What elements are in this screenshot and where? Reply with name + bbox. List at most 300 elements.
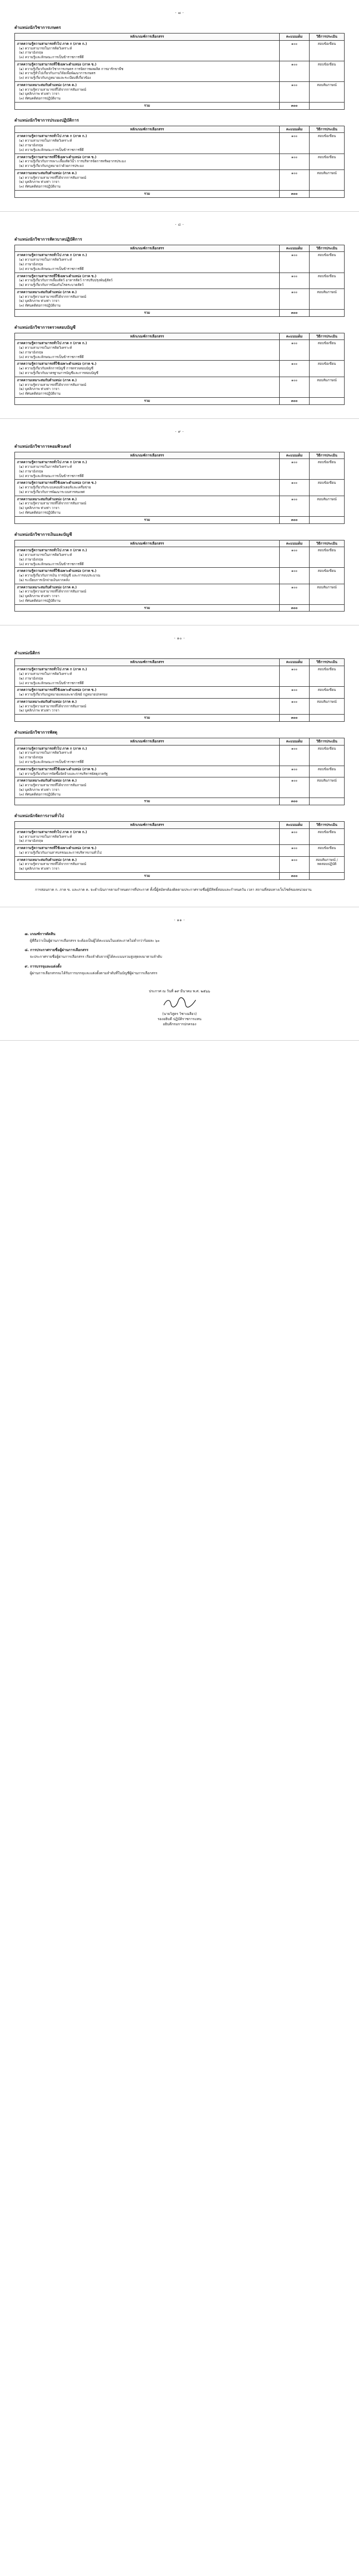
method-cell: สอบข้อเขียน [310,845,345,857]
table-row [15,170,345,190]
criteria-item: (๑) ความสามารถในการคิดวิเคราะห์ [19,751,72,755]
method-cell: สอบข้อเขียน [310,666,345,687]
table-row [15,584,345,604]
method-cell: สอบข้อเขียน [310,745,345,766]
method-cell: สอบสัมภาษณ์ [310,170,345,190]
score-cell: ๑๐๐ [280,687,310,699]
criteria-item: (๒) ภาษาอังกฤษ [19,839,43,843]
table-row [15,845,345,857]
score-cell: ๑๐๐ [280,40,310,61]
score-cell: ๑๐๐ [280,252,310,273]
method-cell: สอบข้อเขียน [310,828,345,844]
criteria-part-title: ภาคความเหมาะสมกับตำแหน่ง (ภาค ค.) [17,857,77,862]
total-row [15,715,345,722]
criteria-table [14,452,345,524]
criteria-item: (๒) บุคลิกภาพ ท่วงท่า วาจา [19,299,59,303]
score-cell: ๑๐๐ [280,361,310,377]
table-row [15,687,345,699]
column-header: วิธีการประเมิน [310,738,345,745]
criteria-cell [15,828,280,844]
criteria-part-title: ภาคความรู้ความสามารถทั่วไป ภาค ก (ภาค ก.) [17,548,87,553]
table-header-row [15,245,345,252]
column-header: วิธีการประเมิน [310,452,345,459]
clause-heading: ๙. การบรรจุและแต่งตั้ง [25,964,62,969]
criteria-item: (๓) ทัศนคติต่อการปฏิบัติงาน [19,303,61,308]
criteria-item: (๓) ความรู้และลักษณะการเป็นข้าราชการที่ดี [19,759,84,764]
criteria-item: (๒) ภาษาอังกฤษ [19,755,43,760]
criteria-cell [15,252,280,273]
criteria-part-title: ภาคความเหมาะสมกับตำแหน่ง (ภาค ค.) [17,82,77,87]
criteria-part-title: ภาคความรู้ความสามารถทั่วไป ภาค ก (ภาค ก.) [17,341,87,346]
page-4 [0,625,359,907]
criteria-item: (๑) ความรู้ความสามารถที่ได้จากการสัมภาษณ์ [19,589,87,594]
score-cell: ๑๐๐ [280,289,310,309]
criteria-item: (๒) บุคลิกภาพ ท่วงท่า วาจา [19,506,59,511]
score-cell: ๑๐๐ [280,856,310,872]
table-header-row [15,822,345,829]
criteria-item: (๑) ความสามารถในการคิดวิเคราะห์ [19,672,72,676]
column-header: วิธีการประเมิน [310,822,345,829]
criteria-item: (๑) ความรู้ความสามารถที่ได้จากการสัมภาษณ์ [19,704,87,708]
criteria-item: (๒) ความรู้เกี่ยวกับการพัฒนาระบบสารสนเทศ [19,489,85,494]
criteria-item: (๒) ความรู้เกี่ยวกับการป้องกันโรคระบาดสัตว์ [19,283,84,287]
criteria-item: (๒) ภาษาอังกฤษ [19,143,43,148]
table-row [15,40,345,61]
column-header: หลักเกณฑ์การเลือกสรร [15,452,280,459]
column-header: วิธีการประเมิน [310,540,345,547]
criteria-part-title: ภาคความเหมาะสมกับตำแหน่ง (ภาค ค.) [17,585,77,589]
position-title: ตำแหน่งนักวิชาการพัสดุ [14,730,58,735]
method-cell: สอบสัมภาษณ์ [310,81,345,102]
criteria-cell [15,289,280,309]
criteria-item: (๓) ความรู้และลักษณะการเป็นข้าราชการที่ดี [19,473,84,478]
table-row [15,666,345,687]
criteria-item: (๑) ความสามารถในการคิดวิเคราะห์ [19,46,72,50]
criteria-table [14,738,345,805]
criteria-item: (๒) ภาษาอังกฤษ [19,676,43,681]
criteria-cell [15,273,280,289]
method-cell: สอบข้อเขียน [310,459,345,480]
total-label: รวม [15,190,280,197]
page-1 [0,0,359,212]
criteria-item: (๓) ความรู้และลักษณะการเป็นข้าราชการที่ดี [19,147,84,152]
total-label: รวม [15,604,280,612]
total-empty [310,397,345,404]
method-cell: สอบข้อเขียน [310,252,345,273]
total-empty [310,309,345,316]
criteria-item: (๒) ความรู้เกี่ยวกับมาตรฐานการบัญชีและการสอบบัญชี [19,370,98,375]
column-header: คะแนนเต็ม [280,659,310,666]
criteria-item: (๑) ความรู้เกี่ยวกับการเงิน การบัญชี และการงบประมาณ [19,573,100,578]
criteria-cell [15,777,280,798]
total-score: ๓๐๐ [280,516,310,523]
method-cell: สอบสัมภาษณ์ / ทดสอบปฏิบัติ [310,856,345,872]
score-cell: ๑๐๐ [280,745,310,766]
column-header: หลักเกณฑ์การเลือกสรร [15,126,280,133]
method-cell: สอบข้อเขียน [310,480,345,496]
score-cell: ๑๐๐ [280,61,310,81]
position-title: ตำแหน่งนิติกร [14,651,40,656]
criteria-cell [15,745,280,766]
total-label: รวม [15,397,280,404]
criteria-cell [15,61,280,81]
clause-text: ผู้ที่ถือว่าเป็นผู้ผ่านการเลือกสรร จะต้องเป็นผู้ได้คะแนนในแต่ละภาคไม่ต่ำกว่าร้อยละ ๖๐ [30,938,160,943]
total-label: รวม [15,715,280,722]
column-header: คะแนนเต็ม [280,540,310,547]
table-header-row [15,540,345,547]
method-cell: สอบข้อเขียน [310,547,345,568]
criteria-item: (๑) ความรู้ความสามารถที่ได้จากการสัมภาษณ์ [19,382,87,387]
criteria-item: (๓) ทัศนคติต่อการปฏิบัติงาน [19,392,61,396]
page-3 [0,419,359,626]
criteria-item: (๑) ความสามารถในการคิดวิเคราะห์ [19,139,72,143]
table-row [15,480,345,496]
criteria-part-title: ภาคความรู้ความสามารถทั่วไป ภาค ก (ภาค ก.) [17,134,87,139]
criteria-table [14,658,345,721]
criteria-item: (๑) ความรู้ความสามารถที่ได้จากการสัมภาษณ์ [19,501,87,506]
criteria-part-title: ภาคความเหมาะสมกับตำแหน่ง (ภาค ค.) [17,778,77,783]
method-cell: สอบข้อเขียน [310,40,345,61]
criteria-item: (๓) ทัศนคติต่อการปฏิบัติงาน [19,96,61,101]
criteria-part-title: ภาคความรู้ความสามารถที่ใช้เฉพาะตำแหน่ง (ภาค ข.) [17,569,97,573]
score-cell: ๑๐๐ [280,81,310,102]
table-header-row [15,126,345,133]
table-header-row [15,659,345,666]
criteria-part-title: ภาคความรู้ความสามารถที่ใช้เฉพาะตำแหน่ง (ภาค ข.) [17,362,97,366]
total-empty [310,516,345,523]
criteria-item: (๑) ความรู้ความสามารถที่ได้จากการสัมภาษณ์ [19,294,87,299]
method-cell: สอบข้อเขียน [310,568,345,584]
criteria-item: (๒) ระเบียบการเบิกจ่ายเงินจากคลัง [19,578,70,582]
clause-text: จะประกาศรายชื่อผู้ผ่านการเลือกสรร เรียงลำดับจากผู้ได้คะแนนรวมสูงสุดลงมาตามลำดับ [30,955,162,959]
criteria-item: (๑) ความรู้ความสามารถที่ได้จากการสัมภาษณ์ [19,862,87,867]
table-row [15,568,345,584]
total-row [15,872,345,879]
score-cell: ๑๐๐ [280,828,310,844]
criteria-cell [15,687,280,699]
criteria-cell [15,81,280,102]
criteria-item: (๒) บุคลิกภาพ ท่วงท่า วาจา [19,867,59,871]
table-row [15,856,345,872]
criteria-part-title: ภาคความรู้ความสามารถทั่วไป ภาค ก (ภาค ก.) [17,41,87,46]
criteria-item: (๒) บุคลิกภาพ ท่วงท่า วาจา [19,787,59,792]
criteria-part-title: ภาคความรู้ความสามารถที่ใช้เฉพาะตำแหน่ง (ภาค ข.) [17,274,97,278]
criteria-cell [15,361,280,377]
criteria-item: (๑) ความรู้เกี่ยวกับหลักการบัญชี การตรวจสอบบัญชี [19,366,94,371]
criteria-item: (๒) บุคลิกภาพ ท่วงท่า วาจา [19,387,59,392]
table-header-row [15,738,345,745]
total-row [15,102,345,109]
criteria-item: (๑) ความรู้เกี่ยวกับหลักวิชาการเกษตร การจัดการผลผลิต การอารักขาพืช [19,66,124,71]
criteria-item: (๓) ทัศนคติต่อการปฏิบัติงาน [19,184,61,189]
criteria-item: (๒) บุคลิกภาพ ท่วงท่า วาจา [19,594,59,599]
page-2 [0,212,359,419]
column-header: คะแนนเต็ม [280,333,310,340]
criteria-table [14,126,345,198]
criteria-item: (๓) ความรู้และลักษณะการเป็นข้าราชการที่ดี [19,55,84,60]
criteria-item: (๑) ความสามารถในการคิดวิเคราะห์ [19,553,72,557]
criteria-item: (๑) ความรู้เกี่ยวกับระบบคอมพิวเตอร์และเครือข่าย [19,485,91,490]
criteria-part-title: ภาคความเหมาะสมกับตำแหน่ง (ภาค ค.) [17,378,77,382]
criteria-part-title: ภาคความเหมาะสมกับตำแหน่ง (ภาค ค.) [17,171,77,175]
column-header: คะแนนเต็ม [280,245,310,252]
table-row [15,133,345,154]
score-cell: ๑๐๐ [280,377,310,397]
column-header: คะแนนเต็ม [280,126,310,133]
table-row [15,289,345,309]
method-cell: สอบข้อเขียน [310,273,345,289]
criteria-cell [15,766,280,777]
column-header: หลักเกณฑ์การเลือกสรร [15,659,280,666]
score-cell: ๑๐๐ [280,777,310,798]
criteria-cell [15,845,280,857]
criteria-item: (๓) ทัศนคติต่อการปฏิบัติงาน [19,511,61,515]
table-row [15,777,345,798]
criteria-item: (๓) ความรู้เกี่ยวกับกฎหมายและระเบียบที่เกี่ยวข้อง [19,76,91,80]
total-score: ๓๐๐ [280,309,310,316]
position-title: ตำแหน่งนักวิชาการสัตวบาลปฏิบัติการ [14,236,82,242]
criteria-item: (๓) ความรู้และลักษณะการเป็นข้าราชการที่ดี [19,266,84,271]
method-cell: สอบข้อเขียน [310,687,345,699]
criteria-item: (๒) บุคลิกภาพ ท่วงท่า วาจา [19,92,59,96]
criteria-item: (๑) ความรู้เกี่ยวกับกฎหมายแพ่งและพาณิชย์ กฎหมายปกครอง [19,692,108,697]
column-header: วิธีการประเมิน [310,659,345,666]
position-title: ตำแหน่งนักวิชาการประมงปฏิบัติการ [14,117,79,123]
criteria-item: (๒) ภาษาอังกฤษ [19,262,43,266]
method-cell: สอบสัมภาษณ์ [310,377,345,397]
score-cell: ๑๐๐ [280,496,310,516]
total-score: ๓๐๐ [280,715,310,722]
criteria-item: (๒) ความรู้เกี่ยวกับกฎหมายว่าด้วยการประมง [19,164,84,168]
score-cell: ๑๐๐ [280,459,310,480]
final-page [0,907,359,1041]
position-title: ตำแหน่งนักวิชาการคอมพิวเตอร์ [14,444,72,449]
score-cell: ๑๐๐ [280,133,310,154]
score-cell: ๑๐๐ [280,584,310,604]
signer-title: รองอธิบดี ปฏิบัติราชการแทน [158,1016,201,1021]
table-row [15,828,345,844]
total-score: ๓๐๐ [280,604,310,612]
score-cell: ๑๐๐ [280,273,310,289]
criteria-table [14,33,345,110]
total-score: ๓๐๐ [280,102,310,109]
column-header: คะแนนเต็ม [280,822,310,829]
criteria-part-title: ภาคความรู้ความสามารถที่ใช้เฉพาะตำแหน่ง (ภาค ข.) [17,481,97,485]
criteria-item: (๑) ความรู้เกี่ยวกับการจัดซื้อจัดจ้างและการบริหารพัสดุภาครัฐ [19,771,108,776]
criteria-cell [15,170,280,190]
signature-block [14,989,345,1027]
criteria-part-title: ภาคความรู้ความสามารถทั่วไป ภาค ก (ภาค ก.) [17,829,87,834]
total-score: ๓๐๐ [280,798,310,805]
criteria-item: (๑) ความรู้เกี่ยวกับการเลี้ยงสัตว์ อาหารสัตว์ การปรับปรุงพันธุ์สัตว์ [19,278,113,283]
score-cell: ๑๐๐ [280,340,310,361]
criteria-table [14,821,345,880]
total-label: รวม [15,872,280,879]
criteria-item: (๑) ความรู้เกี่ยวกับงานสารบรรณและการบริหารงานทั่วไป [19,850,102,855]
criteria-cell [15,856,280,872]
criteria-table [14,245,345,317]
table-row [15,698,345,714]
method-cell: สอบข้อเขียน [310,154,345,170]
method-cell: สอบสัมภาษณ์ [310,289,345,309]
total-empty [310,798,345,805]
table-row [15,547,345,568]
total-score: ๓๐๐ [280,872,310,879]
total-empty [310,102,345,109]
criteria-part-title: ภาคความรู้ความสามารถที่ใช้เฉพาะตำแหน่ง (ภาค ข.) [17,767,97,771]
criteria-item: (๒) ภาษาอังกฤษ [19,557,43,562]
closing-note-text: การสอบภาค ก. ภาค ข. และภาค ค. จะดำเนินการตามกำหนดการที่ประกาศ ทั้งนี้ผู้สมัครต้องติดตามประกาศรายชื่อผู้มีสิทธิ์สอบและกำหนดวัน เวลา สถานที่สอบทางเว็บไซต์ของหน่วยงาน [35,887,312,892]
score-cell: ๑๐๐ [280,666,310,687]
table-row [15,61,345,81]
criteria-item: (๓) ทัศนคติต่อการปฏิบัติงาน [19,792,61,796]
criteria-part-title: ภาคความรู้ความสามารถทั่วไป ภาค ก (ภาค ก.) [17,667,87,672]
criteria-cell [15,568,280,584]
column-header: คะแนนเต็ม [280,33,310,41]
criteria-part-title: ภาคความรู้ความสามารถที่ใช้เฉพาะตำแหน่ง (ภาค ข.) [17,846,97,851]
criteria-part-title: ภาคความรู้ความสามารถที่ใช้เฉพาะตำแหน่ง (ภาค ข.) [17,155,97,159]
total-empty [310,604,345,612]
column-header: วิธีการประเมิน [310,245,345,252]
criteria-cell [15,459,280,480]
criteria-item: (๒) ความรู้ทั่วไปเกี่ยวกับงานวิจัยเพื่อพัฒนาการเกษตร [19,71,96,76]
column-header: คะแนนเต็ม [280,738,310,745]
table-row [15,459,345,480]
total-label: รวม [15,798,280,805]
table-row [15,377,345,397]
method-cell: สอบข้อเขียน [310,766,345,777]
signer-org: อธิบดีกรมการปกครอง [163,1022,196,1027]
total-row [15,516,345,523]
criteria-part-title: ภาคความเหมาะสมกับตำแหน่ง (ภาค ค.) [17,290,77,294]
criteria-cell [15,547,280,568]
column-header: คะแนนเต็ม [280,452,310,459]
criteria-cell [15,480,280,496]
table-row [15,496,345,516]
table-row [15,273,345,289]
table-header-row [15,452,345,459]
total-empty [310,190,345,197]
column-header: วิธีการประเมิน [310,333,345,340]
score-cell: ๑๐๐ [280,547,310,568]
score-cell: ๑๐๐ [280,698,310,714]
page-number: - ๘ - [175,222,184,227]
score-cell: ๑๐๐ [280,170,310,190]
table-row [15,766,345,777]
criteria-item: (๑) ความสามารถในการคิดวิเคราะห์ [19,465,72,469]
column-header: หลักเกณฑ์การเลือกสรร [15,822,280,829]
criteria-item: (๒) บุคลิกภาพ ท่วงท่า วาจา [19,180,59,184]
signature-mark [162,997,198,1008]
signer-name: (นายวิสูตร วิชาเฉลียว) [162,1011,197,1016]
criteria-item: (๓) ความรู้และลักษณะการเป็นข้าราชการที่ดี [19,681,84,685]
column-header: วิธีการประเมิน [310,33,345,41]
method-cell: สอบสัมภาษณ์ [310,584,345,604]
criteria-cell [15,133,280,154]
criteria-part-title: ภาคความรู้ความสามารถที่ใช้เฉพาะตำแหน่ง (ภาค ข.) [17,688,97,692]
method-cell: สอบข้อเขียน [310,133,345,154]
total-row [15,604,345,612]
page-number: - ๙ - [175,429,184,434]
column-header: วิธีการประเมิน [310,126,345,133]
criteria-part-title: ภาคความรู้ความสามารถทั่วไป ภาค ก (ภาค ก.) [17,460,87,465]
criteria-item: (๒) บุคลิกภาพ ท่วงท่า วาจา [19,708,59,713]
method-cell: สอบข้อเขียน [310,61,345,81]
total-label: รวม [15,102,280,109]
total-label: รวม [15,516,280,523]
table-row [15,361,345,377]
position-title: ตำแหน่งนักจัดการงานทั่วไป [14,814,64,819]
criteria-cell [15,154,280,170]
criteria-item: (๑) ความสามารถในการคิดวิเคราะห์ [19,834,72,839]
table-row [15,745,345,766]
column-header: หลักเกณฑ์การเลือกสรร [15,333,280,340]
total-row [15,190,345,197]
position-title: ตำแหน่งนักวิชาการเงินและบัญชี [14,532,72,537]
criteria-cell [15,496,280,516]
score-cell: ๑๐๐ [280,480,310,496]
criteria-item: (๑) ความรู้ความสามารถที่ได้จากการสัมภาษณ์ [19,87,87,92]
clause-heading: ๗. เกณฑ์การตัดสิน [25,931,56,936]
total-row [15,798,345,805]
table-row [15,81,345,102]
column-header: หลักเกณฑ์การเลือกสรร [15,245,280,252]
page-number: - ๑๐ - [174,636,185,641]
page-number: - ๑๑ - [174,918,185,922]
score-cell: ๑๐๐ [280,845,310,857]
total-score: ๓๐๐ [280,397,310,404]
position-title: ตำแหน่งนักวิชาการเกษตร [14,25,61,30]
method-cell: สอบข้อเขียน [310,340,345,361]
criteria-item: (๒) ภาษาอังกฤษ [19,350,43,354]
document-root [0,0,359,1041]
criteria-item: (๓) ความรู้และลักษณะการเป็นข้าราชการที่ดี [19,354,84,359]
clause-text: ผู้ผ่านการเลือกสรรจะได้รับการบรรจุและแต่งตั้งตามลำดับที่ในบัญชีผู้ผ่านการเลือกสรร [30,971,158,975]
criteria-part-title: ภาคความรู้ความสามารถที่ใช้เฉพาะตำแหน่ง (ภาค ข.) [17,62,97,66]
criteria-cell [15,698,280,714]
method-cell: สอบข้อเขียน [310,361,345,377]
total-empty [310,872,345,879]
table-row [15,340,345,361]
criteria-cell [15,666,280,687]
total-row [15,397,345,404]
position-title: ตำแหน่งนักวิชาการตรวจสอบบัญชี [14,325,76,330]
score-cell: ๑๐๐ [280,766,310,777]
criteria-cell [15,584,280,604]
clause-heading: ๘. การประกาศรายชื่อผู้ผ่านการเลือกสรร [25,948,89,953]
total-score: ๓๐๐ [280,190,310,197]
table-row [15,154,345,170]
criteria-item: (๑) ความรู้ความสามารถที่ได้จากการสัมภาษณ์ [19,783,87,788]
criteria-item: (๒) ภาษาอังกฤษ [19,469,43,473]
criteria-part-title: ภาคความรู้ความสามารถทั่วไป ภาค ก (ภาค ก.) [17,746,87,751]
page-number: - ๗ - [175,11,184,15]
criteria-part-title: ภาคความเหมาะสมกับตำแหน่ง (ภาค ค.) [17,497,77,501]
criteria-cell [15,340,280,361]
table-row [15,252,345,273]
criteria-item: (๑) ความสามารถในการคิดวิเคราะห์ [19,346,72,350]
total-empty [310,715,345,722]
method-cell: สอบสัมภาษณ์ [310,698,345,714]
announcement-date: ประกาศ ณ วันที่ ๑๙ มีนาคม พ.ศ. ๒๕๖๖ [149,989,210,993]
criteria-table [14,333,345,405]
criteria-cell [15,377,280,397]
method-cell: สอบสัมภาษณ์ [310,496,345,516]
table-header-row [15,333,345,340]
table-header-row [15,33,345,41]
criteria-part-title: ภาคความเหมาะสมกับตำแหน่ง (ภาค ค.) [17,699,77,704]
criteria-item: (๒) ภาษาอังกฤษ [19,50,43,55]
